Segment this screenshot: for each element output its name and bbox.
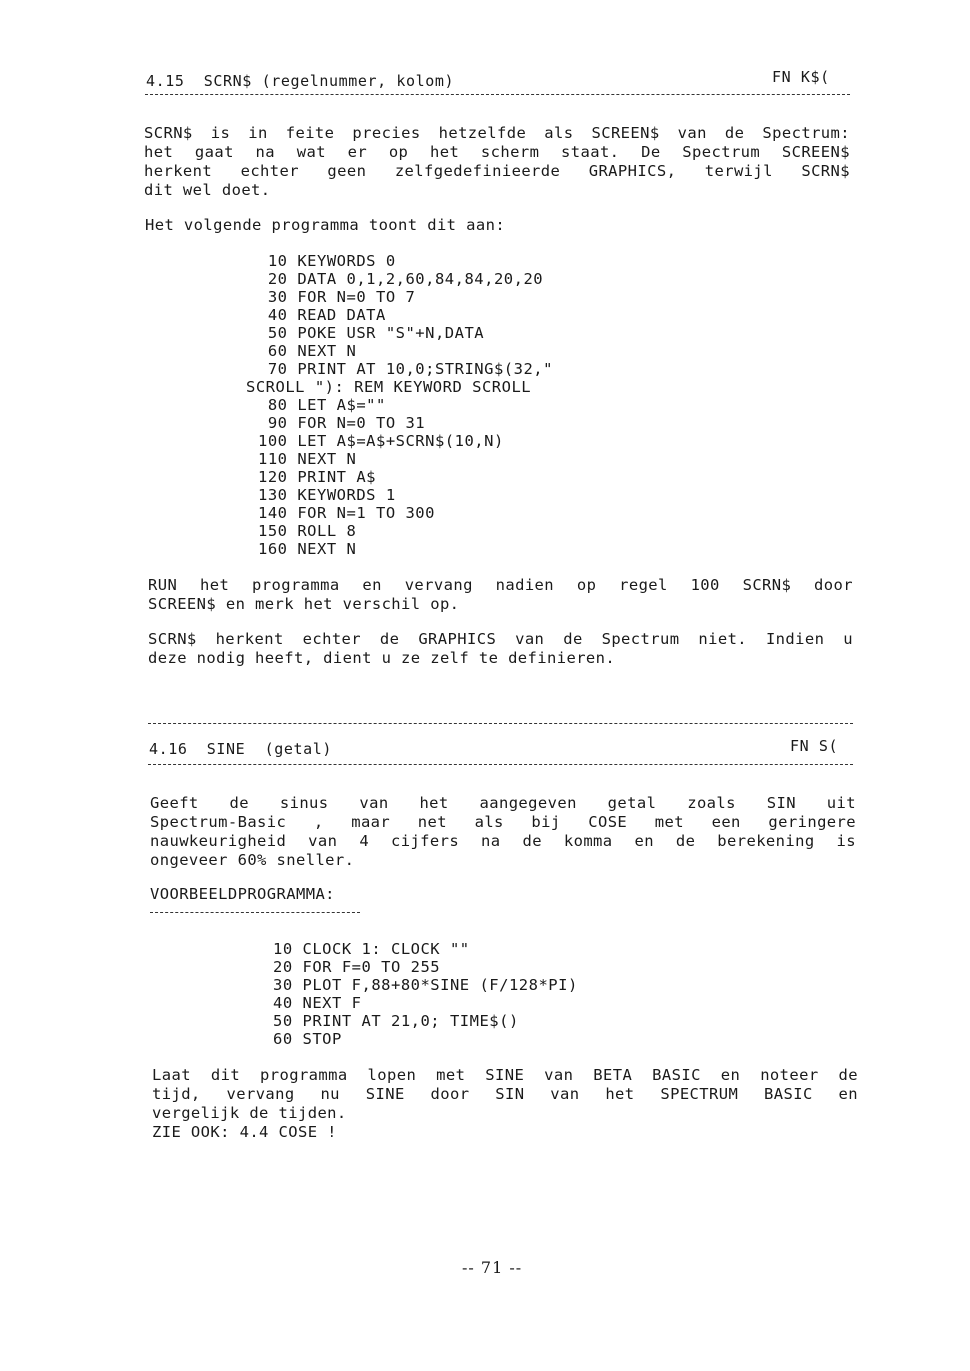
code-line: 110 NEXT N (258, 450, 357, 468)
text-line: ZIE OOK: 4.4 COSE ! (152, 1123, 337, 1141)
section-heading-scrn: 4.15 SCRN$ (regelnummer, kolom) (146, 72, 455, 90)
code-line: 30 PLOT F,88+80*SINE (F/128*PI) (273, 976, 578, 994)
code-listing-sine (273, 940, 633, 1050)
scrn-run-paragraph (148, 576, 853, 614)
text-line: SCRN$ herkent echter de GRAPHICS van de Spectrum niet. Indien u (148, 630, 853, 648)
code-line: 50 POKE USR "S"+N,DATA (258, 324, 485, 342)
code-line: 120 PRINT A$ (258, 468, 376, 486)
code-line: 150 ROLL 8 (258, 522, 357, 540)
function-name-scrn: FN K$( (772, 68, 830, 86)
scrn-intro-paragraph (144, 124, 850, 200)
code-line: 90 FOR N=0 TO 31 (258, 414, 426, 432)
sine-outro-paragraph (152, 1066, 858, 1142)
code-line: 140 FOR N=1 TO 300 (258, 504, 435, 522)
code-line: 40 NEXT F (273, 994, 362, 1012)
code-line: 50 PRINT AT 21,0; TIME$() (273, 1012, 519, 1030)
code-line: 100 LET A$=A$+SCRN$(10,N) (258, 432, 504, 450)
text-line: ongeveer 60% sneller. (150, 851, 355, 869)
text-line: deze nodig heeft, dient u ze zelf te definieren. (148, 649, 616, 667)
text-line: SCREEN$ en merk het verschil op. (148, 595, 460, 613)
scrn-graphics-paragraph (148, 630, 853, 668)
code-listing-scrn (246, 252, 618, 564)
code-line: 70 PRINT AT 10,0;STRING$(32," (258, 360, 553, 378)
text-line: herkent echter geen zelfgedefinieerde GRAPHICS, terwijl SCRN$ (144, 162, 850, 180)
text-line: SCRN$ is in feite precies hetzelfde als SCREEN$ van de Spectrum: (144, 124, 850, 142)
code-line: 80 LET A$="" (258, 396, 386, 414)
text-line: dit wel doet. (144, 181, 271, 199)
code-line: 40 READ DATA (258, 306, 386, 324)
code-line: 20 FOR F=0 TO 255 (273, 958, 441, 976)
code-line: 60 STOP (273, 1030, 342, 1048)
text-line: Laat dit programma lopen met SINE van BETA BASIC en noteer de (152, 1066, 858, 1084)
section-divider-bottom (148, 764, 853, 765)
text-line: nauwkeurigheid van 4 cijfers na de komma en de berekening is (150, 832, 856, 850)
text-line: tijd, vervang nu SINE door SIN van het SPECTRUM BASIC en (152, 1085, 858, 1103)
section-divider-top (148, 723, 853, 724)
code-line: 20 DATA 0,1,2,60,84,84,20,20 (258, 270, 544, 288)
code-line: 10 KEYWORDS 0 (258, 252, 396, 270)
text-line: het gaat na wat er op het scherm staat. De Spectrum SCREEN$ (144, 143, 850, 161)
page-number: -- 71 -- (462, 1258, 523, 1277)
code-line: 30 FOR N=0 TO 7 (258, 288, 416, 306)
text-line: vergelijk de tijden. (152, 1104, 347, 1122)
sine-intro-paragraph (150, 794, 856, 870)
function-name-sine: FN S( (790, 737, 839, 755)
code-line: 60 NEXT N (258, 342, 357, 360)
text-line: RUN het programma en vervang nadien op regel 100 SCRN$ door (148, 576, 853, 594)
code-line: 10 CLOCK 1: CLOCK "" (273, 940, 470, 958)
code-line: 160 NEXT N (258, 540, 357, 558)
code-line: 130 KEYWORDS 1 (258, 486, 396, 504)
section-heading-sine: 4.16 SINE (getal) (149, 740, 332, 758)
text-line: Geeft de sinus van het aangegeven getal zoals SIN uit (150, 794, 856, 812)
text-line: Spectrum-Basic , maar net als bij COSE met een geringere (150, 813, 856, 831)
example-heading-underline (150, 912, 360, 913)
code-line: SCROLL "): REM KEYWORD SCROLL (246, 378, 532, 396)
program-intro: Het volgende programma toont dit aan: (145, 216, 506, 234)
header-divider (145, 94, 850, 95)
example-heading: VOORBEELDPROGRAMMA: (150, 885, 335, 903)
